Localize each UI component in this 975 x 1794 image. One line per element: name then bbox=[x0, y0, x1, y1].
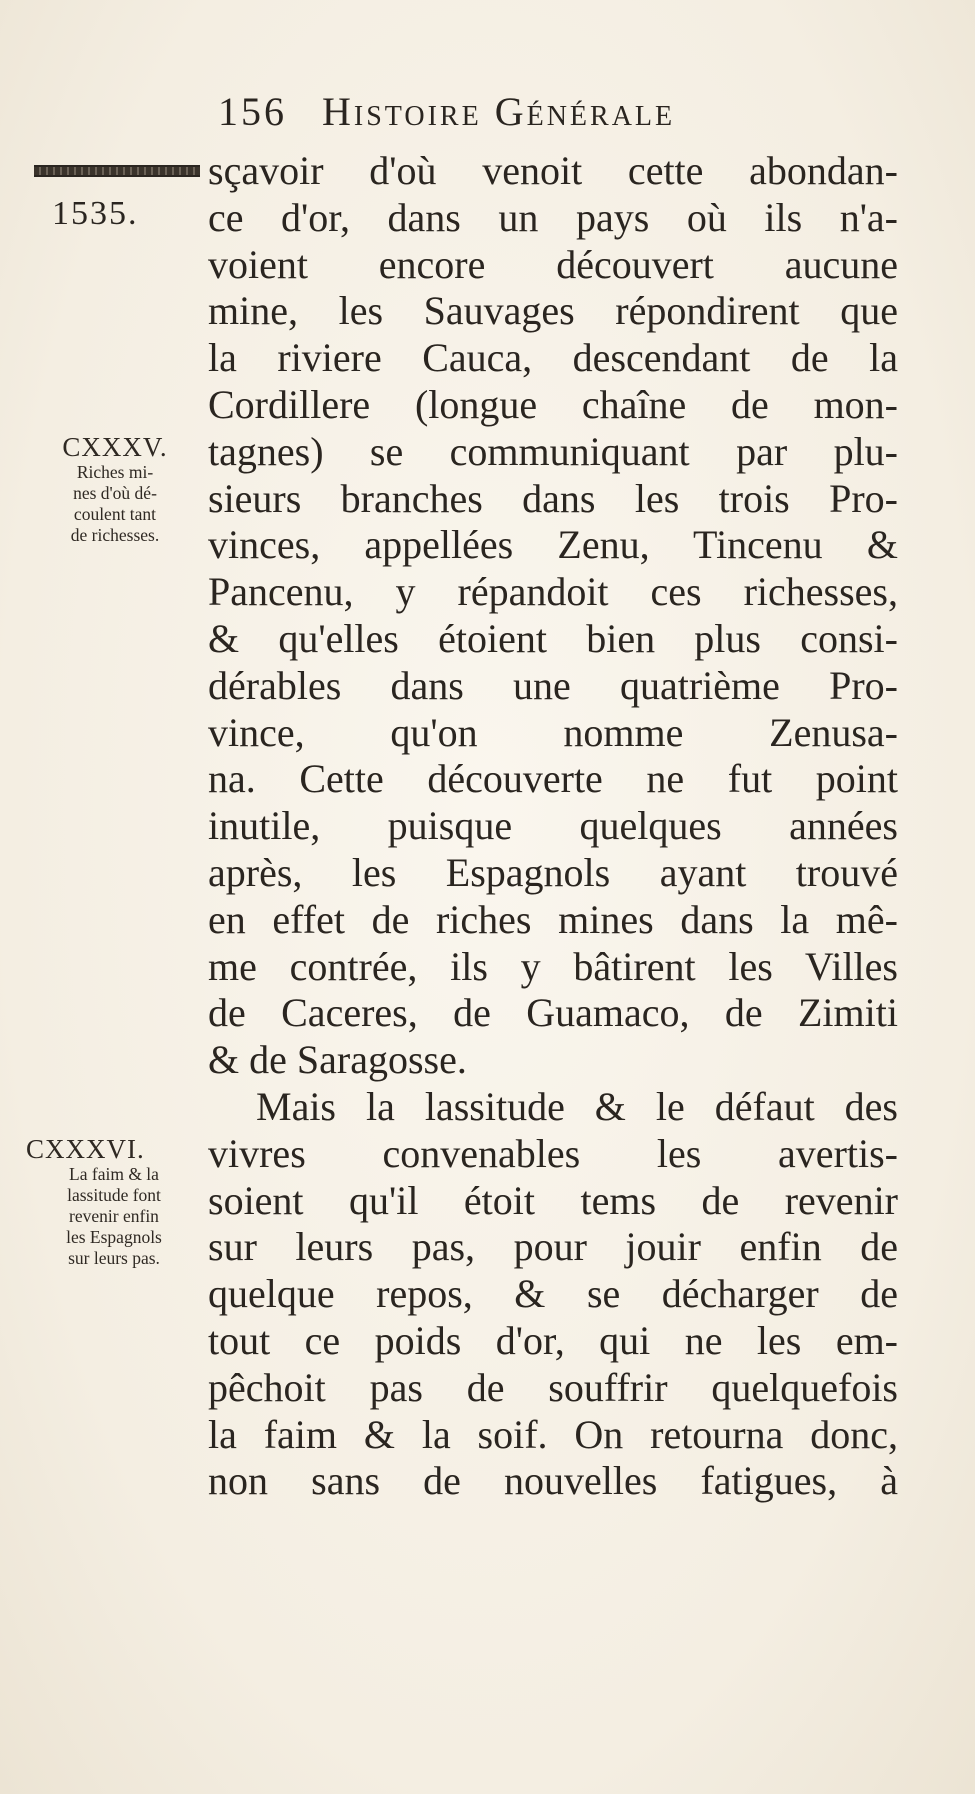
margin-note-number: CXXXVI. bbox=[26, 1134, 145, 1164]
margin-note-line: sur leurs pas. bbox=[68, 1248, 160, 1268]
text-line: me contrée, ils y bâtirent les Villes bbox=[208, 943, 898, 989]
margin-note-line: les Espagnols bbox=[66, 1227, 162, 1247]
text-line: sur leurs pas, pour jouir enfin de bbox=[208, 1224, 898, 1270]
text-line: mine, les Sauvages répondirent que bbox=[208, 288, 898, 334]
margin-note-line: coulent tant bbox=[73, 504, 157, 524]
margin-note-line: de richesses. bbox=[70, 525, 160, 545]
text-line: non sans de nouvelles fatigues, à bbox=[208, 1458, 898, 1504]
text-line: vinces, appellées Zenu, Tincenu & bbox=[208, 522, 898, 568]
text-line: sieurs branches dans les trois Pro- bbox=[208, 475, 898, 521]
ornamental-rule bbox=[34, 165, 200, 177]
text-line: ce d'or, dans un pays où ils n'a- bbox=[208, 194, 898, 240]
text-line: soient qu'il étoit tems de revenir bbox=[208, 1177, 898, 1223]
margin-note-line: nes d'où dé- bbox=[73, 483, 157, 503]
margin-year: 1535. bbox=[52, 195, 139, 232]
text-line: & de Saragosse. bbox=[208, 1037, 467, 1083]
margin-note-line: La faim & la bbox=[69, 1164, 159, 1184]
text-line: pêchoit pas de souffrir quelquefois bbox=[208, 1364, 898, 1410]
text-line: voient encore découvert aucune bbox=[208, 241, 898, 287]
text-line: tout ce poids d'or, qui ne les em- bbox=[208, 1317, 898, 1363]
margin-note-number: CXXXV. bbox=[62, 432, 168, 462]
text-line: & qu'elles étoient bien plus consi- bbox=[208, 615, 898, 661]
text-line: après, les Espagnols ayant trouvé bbox=[208, 849, 898, 895]
text-line: vivres convenables les avertis- bbox=[208, 1130, 898, 1176]
margin-note-cxxxv bbox=[22, 432, 208, 546]
running-title: Histoire Générale bbox=[322, 89, 676, 134]
text-line: Mais la lassitude & le défaut des bbox=[256, 1083, 898, 1129]
body-text bbox=[208, 148, 898, 1505]
text-line: inutile, puisque quelques années bbox=[208, 803, 898, 849]
text-line: tagnes) se communiquant par plu- bbox=[208, 428, 898, 474]
margin-note-line: revenir enfin bbox=[69, 1206, 159, 1226]
margin-note-line: lassitude font bbox=[67, 1185, 161, 1205]
text-line: vince, qu'on nomme Zenusa- bbox=[208, 709, 898, 755]
text-line: Cordillere (longue chaîne de mon- bbox=[208, 381, 898, 427]
text-line: sçavoir d'où venoit cette abondan- bbox=[208, 148, 898, 193]
text-line: Pancenu, y répandoit ces richesses, bbox=[208, 569, 898, 615]
text-line: na. Cette découverte ne fut point bbox=[208, 756, 898, 802]
page-number: 156 bbox=[218, 89, 287, 134]
text-line: quelque repos, & se décharger de bbox=[208, 1271, 898, 1317]
text-line: la faim & la soif. On retourna donc, bbox=[208, 1411, 898, 1457]
margin-note-line: Riches mi- bbox=[76, 462, 154, 482]
text-line: dérables dans une quatrième Pro- bbox=[208, 662, 898, 708]
text-line: de Caceres, de Guamaco, de Zimiti bbox=[208, 990, 898, 1036]
running-header bbox=[218, 88, 898, 135]
text-line: en effet de riches mines dans la mê- bbox=[208, 896, 898, 942]
text-line: la riviere Cauca, descendant de la bbox=[208, 335, 898, 381]
margin-note-cxxxvi bbox=[16, 1134, 212, 1269]
